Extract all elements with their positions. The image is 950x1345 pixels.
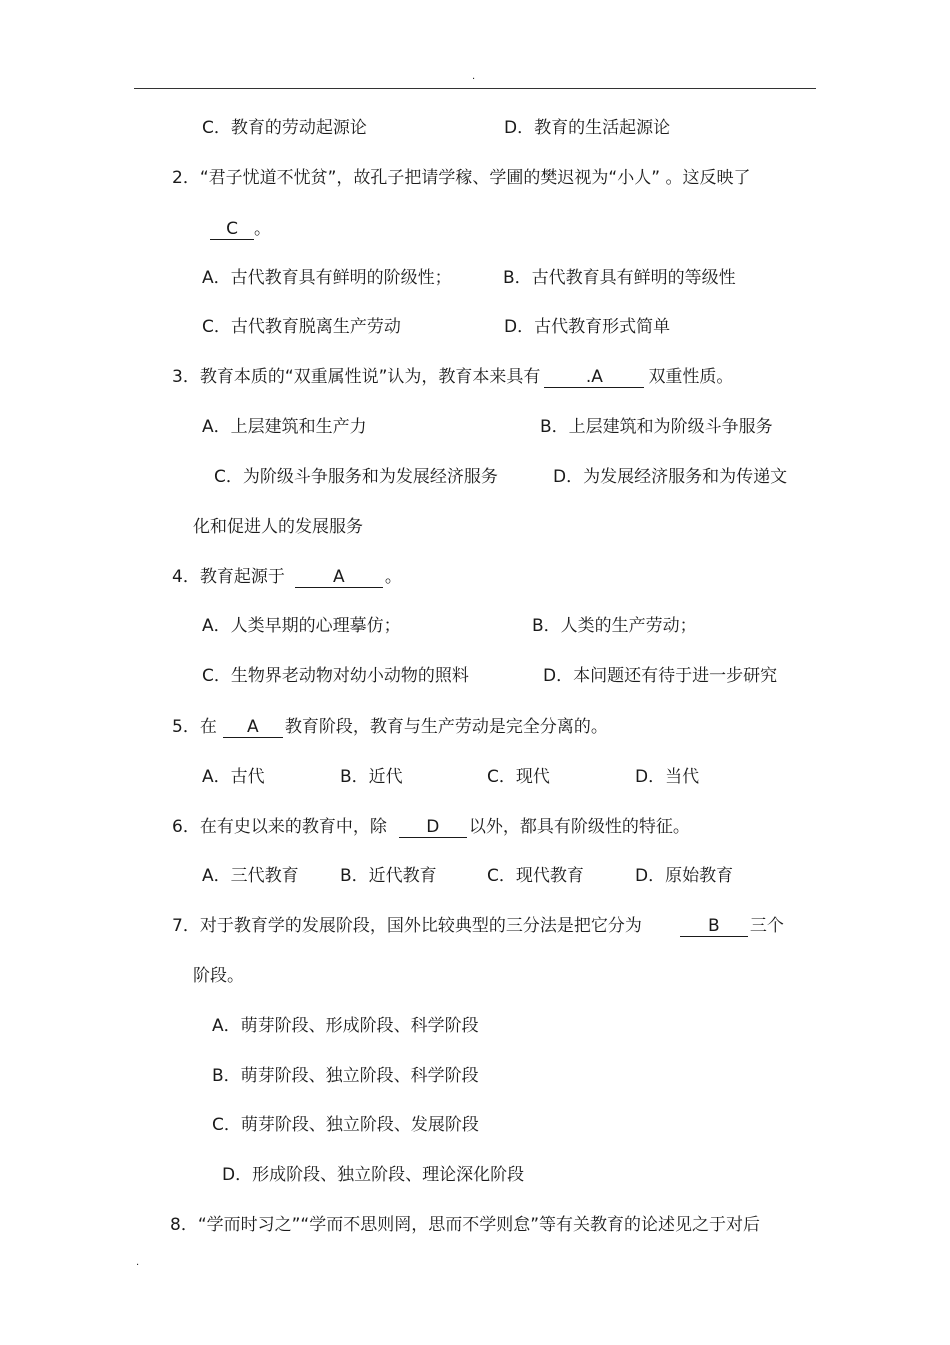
q3-stem — [172, 365, 733, 389]
q2-stem-end: 。 — [254, 219, 271, 239]
q2-option-a: A．古代教育具有鲜明的阶级性； — [202, 268, 452, 288]
q2-option-d: D．古代教育形式简单 — [504, 317, 671, 337]
q5-option-d: D．当代 — [635, 767, 700, 787]
q3-stem-post: 双重性质。 — [648, 367, 734, 387]
q8-stem: 8．“学而时习之”“学而不思则罔，思而不学则怠”等有关教育的论述见之于对后 — [170, 1215, 761, 1235]
q3-answer: .A — [544, 367, 644, 388]
q7-option-c: C．萌芽阶段、独立阶段、发展阶段 — [212, 1115, 479, 1135]
footer-mark: . — [136, 1257, 140, 1268]
q2-option-c: C．古代教育脱离生产劳动 — [202, 317, 401, 337]
q4-option-d: D．本问题还有待于进一步研究 — [543, 666, 778, 686]
header-rule — [134, 88, 816, 89]
q7-option-b: B．萌芽阶段、独立阶段、科学阶段 — [212, 1066, 479, 1086]
q6-stem — [172, 815, 690, 839]
q5-stem-post: 教育阶段，教育与生产劳动是完全分离的。 — [284, 717, 608, 737]
q3-option-d: D．为发展经济服务和为传递文 — [553, 467, 788, 487]
q4-answer: A — [295, 567, 383, 588]
q6-option-d: D．原始教育 — [635, 866, 734, 886]
q6-option-a: A．三代教育 — [202, 866, 299, 886]
q3-option-c: C．为阶级斗争服务和为发展经济服务 — [214, 467, 498, 487]
q4-stem — [172, 565, 402, 589]
q3-option-a: A．上层建筑和生产力 — [202, 417, 367, 437]
q5-answer: A — [223, 717, 283, 738]
q3-option-d-cont: 化和促进人的发展服务 — [193, 517, 363, 537]
q7-stem-cont: 阶段。 — [193, 966, 244, 986]
q7-stem-pre: 7．对于教育学的发展阶段，国外比较典型的三分法是把它分为 — [172, 916, 642, 936]
q2-option-b: B．古代教育具有鲜明的等级性 — [503, 268, 736, 288]
q6-answer: D — [399, 817, 467, 838]
q4-stem-pre: 4．教育起源于 — [172, 567, 285, 587]
q5-option-b: B．近代 — [340, 767, 403, 787]
q6-stem-post: 以外，都具有阶级性的特征。 — [468, 817, 690, 837]
q4-option-c: C．生物界老动物对幼小动物的照料 — [202, 666, 469, 686]
q3-stem-pre: 3．教育本质的“双重属性说”认为，教育本来具有 — [172, 367, 541, 387]
q3-option-b: B．上层建筑和为阶级斗争服务 — [540, 417, 773, 437]
q4-option-b: B．人类的生产劳动； — [532, 616, 697, 636]
q5-stem-pre: 5．在 — [172, 717, 217, 737]
q2-answer-line — [210, 217, 271, 241]
q7-stem-post: 三个 — [749, 916, 784, 936]
q4-option-a: A．人类早期的心理摹仿； — [202, 616, 401, 636]
q2-answer: C — [210, 219, 254, 240]
q7-option-a: A．萌芽阶段、形成阶段、科学阶段 — [212, 1016, 479, 1036]
q5-option-a: A．古代 — [202, 767, 265, 787]
q5-stem — [172, 715, 608, 739]
q6-stem-pre: 6．在有史以来的教育中，除 — [172, 817, 387, 837]
q6-option-c: C．现代教育 — [487, 866, 584, 886]
q1-option-d: D．教育的生活起源论 — [504, 118, 671, 138]
q7-stem — [172, 914, 784, 938]
header-mark: . — [472, 71, 476, 82]
q6-option-b: B．近代教育 — [340, 866, 437, 886]
q1-option-c: C．教育的劳动起源论 — [202, 118, 367, 138]
q5-option-c: C．现代 — [487, 767, 550, 787]
q4-stem-post: 。 — [384, 567, 402, 587]
q7-option-d: D．形成阶段、独立阶段、理论深化阶段 — [222, 1165, 525, 1185]
q2-stem: 2．“君子忧道不忧贫”，故孔子把请学稼、学圃的樊迟视为“小人” 。这反映了 — [172, 168, 751, 188]
q7-answer: B — [680, 916, 748, 937]
